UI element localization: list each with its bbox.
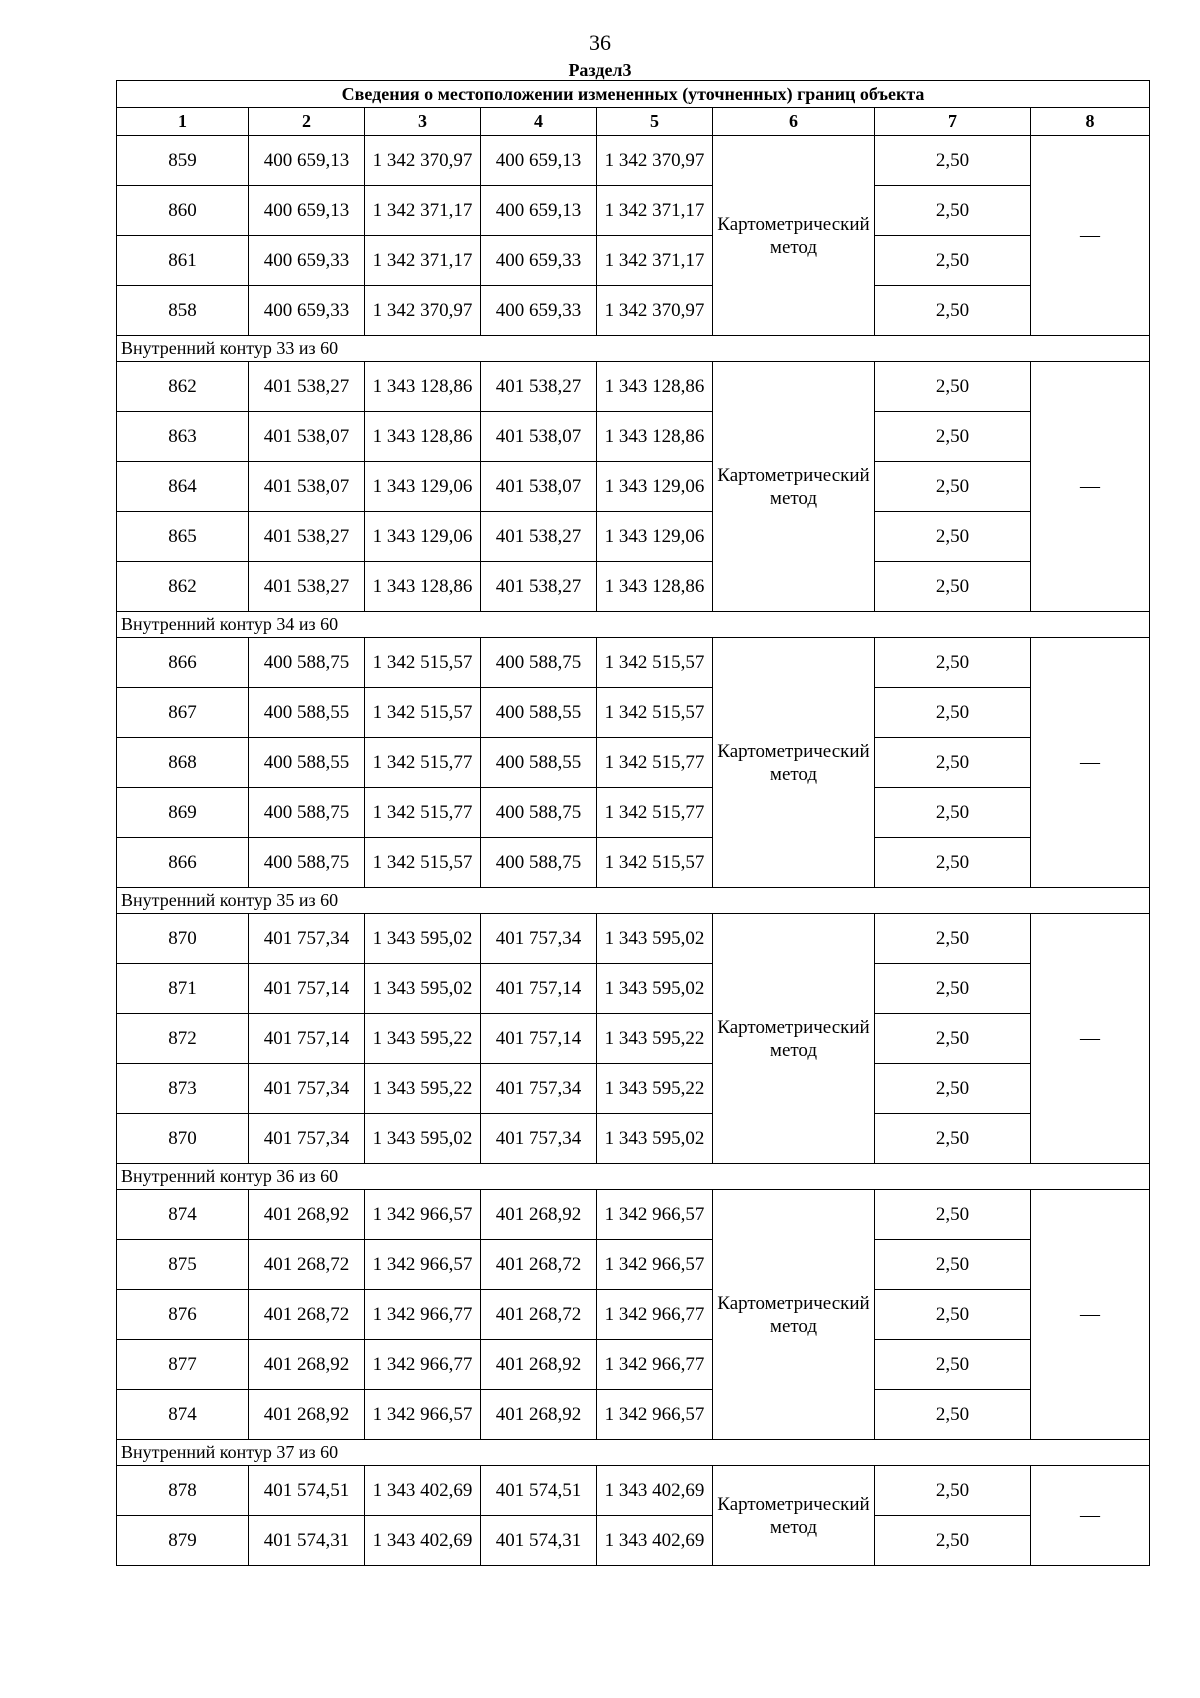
x-coordinate-cell: 400 659,13	[249, 136, 365, 186]
y-coordinate-cell: 1 343 595,22	[365, 1014, 481, 1064]
x-coordinate-cell: 401 757,34	[249, 1114, 365, 1164]
x-coordinate-cell: 400 659,33	[481, 286, 597, 336]
contour-label: Внутренний контур 34 из 60	[117, 612, 1150, 638]
precision-cell: 2,50	[875, 638, 1031, 688]
point-number-cell: 870	[117, 1114, 249, 1164]
y-coordinate-cell: 1 343 128,86	[365, 562, 481, 612]
contour-label: Внутренний контур 33 из 60	[117, 336, 1150, 362]
column-number: 7	[875, 108, 1031, 136]
precision-cell: 2,50	[875, 286, 1031, 336]
table-row	[117, 964, 1150, 1014]
x-coordinate-cell: 400 588,55	[481, 738, 597, 788]
x-coordinate-cell: 400 659,33	[249, 236, 365, 286]
x-coordinate-cell: 401 757,34	[481, 914, 597, 964]
x-coordinate-cell: 400 588,75	[249, 638, 365, 688]
precision-cell: 2,50	[875, 512, 1031, 562]
x-coordinate-cell: 401 268,72	[249, 1290, 365, 1340]
column-number: 2	[249, 108, 365, 136]
y-coordinate-cell: 1 342 966,77	[597, 1290, 713, 1340]
x-coordinate-cell: 401 574,51	[481, 1466, 597, 1516]
point-number-cell: 868	[117, 738, 249, 788]
precision-cell: 2,50	[875, 1290, 1031, 1340]
x-coordinate-cell: 401 757,34	[481, 1064, 597, 1114]
x-coordinate-cell: 401 268,92	[481, 1390, 597, 1440]
point-number-cell: 870	[117, 914, 249, 964]
y-coordinate-cell: 1 342 371,17	[365, 186, 481, 236]
y-coordinate-cell: 1 342 515,57	[365, 638, 481, 688]
y-coordinate-cell: 1 343 595,02	[365, 1114, 481, 1164]
y-coordinate-cell: 1 342 515,77	[365, 788, 481, 838]
precision-cell: 2,50	[875, 788, 1031, 838]
y-coordinate-cell: 1 342 966,77	[365, 1290, 481, 1340]
table-row	[117, 1466, 1150, 1516]
precision-cell: 2,50	[875, 186, 1031, 236]
precision-cell: 2,50	[875, 1014, 1031, 1064]
x-coordinate-cell: 400 659,13	[249, 186, 365, 236]
x-coordinate-cell: 401 538,27	[249, 562, 365, 612]
page-number: 36	[589, 30, 611, 55]
precision-cell: 2,50	[875, 1516, 1031, 1566]
precision-cell: 2,50	[875, 1240, 1031, 1290]
x-coordinate-cell: 401 268,92	[481, 1340, 597, 1390]
point-number-cell: 862	[117, 362, 249, 412]
table-caption-row	[117, 81, 1150, 108]
x-coordinate-cell: 401 574,31	[481, 1516, 597, 1566]
point-number-cell: 869	[117, 788, 249, 838]
y-coordinate-cell: 1 342 515,57	[365, 688, 481, 738]
point-number-cell: 859	[117, 136, 249, 186]
y-coordinate-cell: 1 343 595,02	[597, 1114, 713, 1164]
column-number: 1	[117, 108, 249, 136]
point-number-cell: 863	[117, 412, 249, 462]
method-cell: Картометрический метод	[713, 1466, 875, 1566]
y-coordinate-cell: 1 342 515,77	[597, 788, 713, 838]
table-row	[117, 412, 1150, 462]
column-number-row	[117, 108, 1150, 136]
point-number-cell: 875	[117, 1240, 249, 1290]
point-number-cell: 877	[117, 1340, 249, 1390]
description-cell: —	[1031, 362, 1150, 612]
x-coordinate-cell: 400 588,75	[481, 788, 597, 838]
x-coordinate-cell: 400 659,33	[481, 236, 597, 286]
description-cell: —	[1031, 914, 1150, 1164]
section-title: Раздел3	[568, 60, 632, 80]
y-coordinate-cell: 1 342 966,77	[597, 1340, 713, 1390]
point-number-cell: 860	[117, 186, 249, 236]
table-row	[117, 838, 1150, 888]
x-coordinate-cell: 401 268,72	[481, 1240, 597, 1290]
y-coordinate-cell: 1 343 402,69	[365, 1516, 481, 1566]
table-row	[117, 1390, 1150, 1440]
point-number-cell: 861	[117, 236, 249, 286]
precision-cell: 2,50	[875, 964, 1031, 1014]
table-row	[117, 1240, 1150, 1290]
x-coordinate-cell: 401 538,27	[249, 512, 365, 562]
table-row	[117, 1014, 1150, 1064]
column-number: 4	[481, 108, 597, 136]
y-coordinate-cell: 1 343 129,06	[597, 512, 713, 562]
table-caption: Сведения о местоположении измененных (уточненных) границ объекта	[117, 81, 1150, 108]
point-number-cell: 874	[117, 1190, 249, 1240]
table-row	[117, 462, 1150, 512]
x-coordinate-cell: 401 757,14	[481, 964, 597, 1014]
x-coordinate-cell: 401 268,72	[481, 1290, 597, 1340]
y-coordinate-cell: 1 342 515,77	[365, 738, 481, 788]
method-cell: Картометрический метод	[713, 362, 875, 612]
x-coordinate-cell: 401 268,92	[481, 1190, 597, 1240]
x-coordinate-cell: 401 538,27	[481, 362, 597, 412]
table-row	[117, 236, 1150, 286]
table-row	[117, 562, 1150, 612]
contour-label: Внутренний контур 36 из 60	[117, 1164, 1150, 1190]
y-coordinate-cell: 1 342 371,17	[597, 236, 713, 286]
y-coordinate-cell: 1 343 402,69	[365, 1466, 481, 1516]
table-row	[117, 638, 1150, 688]
x-coordinate-cell: 401 268,92	[249, 1390, 365, 1440]
precision-cell: 2,50	[875, 1390, 1031, 1440]
x-coordinate-cell: 401 268,72	[249, 1240, 365, 1290]
x-coordinate-cell: 401 574,31	[249, 1516, 365, 1566]
description-cell: —	[1031, 638, 1150, 888]
precision-cell: 2,50	[875, 1064, 1031, 1114]
table-row	[117, 914, 1150, 964]
y-coordinate-cell: 1 343 402,69	[597, 1466, 713, 1516]
table-row	[117, 1340, 1150, 1390]
precision-cell: 2,50	[875, 1114, 1031, 1164]
table-row	[117, 1064, 1150, 1114]
column-number: 3	[365, 108, 481, 136]
y-coordinate-cell: 1 343 128,86	[597, 362, 713, 412]
contour-label-row	[117, 612, 1150, 638]
y-coordinate-cell: 1 342 515,57	[597, 688, 713, 738]
column-number: 6	[713, 108, 875, 136]
x-coordinate-cell: 400 588,55	[249, 738, 365, 788]
y-coordinate-cell: 1 342 515,57	[597, 838, 713, 888]
contour-label: Внутренний контур 35 из 60	[117, 888, 1150, 914]
x-coordinate-cell: 400 588,55	[481, 688, 597, 738]
table-row	[117, 512, 1150, 562]
x-coordinate-cell: 400 588,75	[481, 838, 597, 888]
x-coordinate-cell: 401 538,27	[481, 512, 597, 562]
y-coordinate-cell: 1 342 370,97	[597, 136, 713, 186]
y-coordinate-cell: 1 343 595,02	[365, 914, 481, 964]
y-coordinate-cell: 1 342 966,57	[365, 1390, 481, 1440]
x-coordinate-cell: 401 757,14	[481, 1014, 597, 1064]
y-coordinate-cell: 1 343 595,22	[597, 1014, 713, 1064]
point-number-cell: 874	[117, 1390, 249, 1440]
x-coordinate-cell: 400 588,75	[249, 788, 365, 838]
point-number-cell: 862	[117, 562, 249, 612]
point-number-cell: 879	[117, 1516, 249, 1566]
contour-label-row	[117, 1164, 1150, 1190]
x-coordinate-cell: 400 588,75	[481, 638, 597, 688]
x-coordinate-cell: 401 757,34	[481, 1114, 597, 1164]
y-coordinate-cell: 1 342 370,97	[365, 136, 481, 186]
contour-label: Внутренний контур 37 из 60	[117, 1440, 1150, 1466]
y-coordinate-cell: 1 342 966,57	[597, 1390, 713, 1440]
x-coordinate-cell: 400 588,55	[249, 688, 365, 738]
y-coordinate-cell: 1 343 402,69	[597, 1516, 713, 1566]
table-row	[117, 362, 1150, 412]
x-coordinate-cell: 400 588,75	[249, 838, 365, 888]
y-coordinate-cell: 1 343 595,02	[597, 914, 713, 964]
table-row	[117, 1114, 1150, 1164]
y-coordinate-cell: 1 342 515,77	[597, 738, 713, 788]
y-coordinate-cell: 1 342 966,57	[365, 1190, 481, 1240]
point-number-cell: 872	[117, 1014, 249, 1064]
precision-cell: 2,50	[875, 236, 1031, 286]
y-coordinate-cell: 1 342 515,57	[597, 638, 713, 688]
x-coordinate-cell: 401 538,07	[481, 462, 597, 512]
y-coordinate-cell: 1 343 595,22	[597, 1064, 713, 1114]
column-number: 5	[597, 108, 713, 136]
x-coordinate-cell: 401 757,34	[249, 1064, 365, 1114]
table-row	[117, 1516, 1150, 1566]
y-coordinate-cell: 1 343 129,06	[597, 462, 713, 512]
y-coordinate-cell: 1 343 595,02	[365, 964, 481, 1014]
method-cell: Картометрический метод	[713, 136, 875, 336]
contour-label-row	[117, 336, 1150, 362]
table-row	[117, 186, 1150, 236]
x-coordinate-cell: 401 574,51	[249, 1466, 365, 1516]
precision-cell: 2,50	[875, 1466, 1031, 1516]
x-coordinate-cell: 401 538,07	[481, 412, 597, 462]
y-coordinate-cell: 1 343 129,06	[365, 462, 481, 512]
precision-cell: 2,50	[875, 412, 1031, 462]
y-coordinate-cell: 1 343 128,86	[597, 562, 713, 612]
table-row	[117, 286, 1150, 336]
description-cell: —	[1031, 1466, 1150, 1566]
x-coordinate-cell: 401 757,14	[249, 1014, 365, 1064]
x-coordinate-cell: 401 538,27	[249, 362, 365, 412]
y-coordinate-cell: 1 342 515,57	[365, 838, 481, 888]
x-coordinate-cell: 401 268,92	[249, 1340, 365, 1390]
x-coordinate-cell: 401 538,07	[249, 462, 365, 512]
boundary-coordinates-table	[116, 80, 1150, 1566]
column-number: 8	[1031, 108, 1150, 136]
y-coordinate-cell: 1 343 595,02	[597, 964, 713, 1014]
y-coordinate-cell: 1 342 370,97	[597, 286, 713, 336]
table-row	[117, 738, 1150, 788]
contour-label-row	[117, 1440, 1150, 1466]
contour-label-row	[117, 888, 1150, 914]
precision-cell: 2,50	[875, 838, 1031, 888]
x-coordinate-cell: 400 659,33	[249, 286, 365, 336]
description-cell: —	[1031, 1190, 1150, 1440]
precision-cell: 2,50	[875, 1340, 1031, 1390]
y-coordinate-cell: 1 343 128,86	[365, 362, 481, 412]
point-number-cell: 866	[117, 638, 249, 688]
precision-cell: 2,50	[875, 688, 1031, 738]
table-row	[117, 1290, 1150, 1340]
method-cell: Картометрический метод	[713, 1190, 875, 1440]
table-row	[117, 688, 1150, 738]
y-coordinate-cell: 1 343 129,06	[365, 512, 481, 562]
point-number-cell: 858	[117, 286, 249, 336]
y-coordinate-cell: 1 342 966,77	[365, 1340, 481, 1390]
x-coordinate-cell: 400 659,13	[481, 136, 597, 186]
table-body	[117, 81, 1150, 1566]
y-coordinate-cell: 1 342 370,97	[365, 286, 481, 336]
point-number-cell: 866	[117, 838, 249, 888]
y-coordinate-cell: 1 343 128,86	[597, 412, 713, 462]
x-coordinate-cell: 401 757,14	[249, 964, 365, 1014]
table-row	[117, 788, 1150, 838]
precision-cell: 2,50	[875, 738, 1031, 788]
table-row	[117, 1190, 1150, 1240]
point-number-cell: 878	[117, 1466, 249, 1516]
y-coordinate-cell: 1 342 966,57	[365, 1240, 481, 1290]
x-coordinate-cell: 401 538,27	[481, 562, 597, 612]
precision-cell: 2,50	[875, 1190, 1031, 1240]
table-row	[117, 136, 1150, 186]
x-coordinate-cell: 401 538,07	[249, 412, 365, 462]
precision-cell: 2,50	[875, 562, 1031, 612]
precision-cell: 2,50	[875, 914, 1031, 964]
x-coordinate-cell: 401 268,92	[249, 1190, 365, 1240]
precision-cell: 2,50	[875, 362, 1031, 412]
y-coordinate-cell: 1 342 966,57	[597, 1190, 713, 1240]
precision-cell: 2,50	[875, 136, 1031, 186]
y-coordinate-cell: 1 342 966,57	[597, 1240, 713, 1290]
y-coordinate-cell: 1 342 371,17	[365, 236, 481, 286]
point-number-cell: 876	[117, 1290, 249, 1340]
y-coordinate-cell: 1 343 128,86	[365, 412, 481, 462]
method-cell: Картометрический метод	[713, 914, 875, 1164]
point-number-cell: 871	[117, 964, 249, 1014]
x-coordinate-cell: 400 659,13	[481, 186, 597, 236]
point-number-cell: 867	[117, 688, 249, 738]
y-coordinate-cell: 1 342 371,17	[597, 186, 713, 236]
precision-cell: 2,50	[875, 462, 1031, 512]
point-number-cell: 865	[117, 512, 249, 562]
method-cell: Картометрический метод	[713, 638, 875, 888]
x-coordinate-cell: 401 757,34	[249, 914, 365, 964]
point-number-cell: 864	[117, 462, 249, 512]
description-cell: —	[1031, 136, 1150, 336]
y-coordinate-cell: 1 343 595,22	[365, 1064, 481, 1114]
point-number-cell: 873	[117, 1064, 249, 1114]
